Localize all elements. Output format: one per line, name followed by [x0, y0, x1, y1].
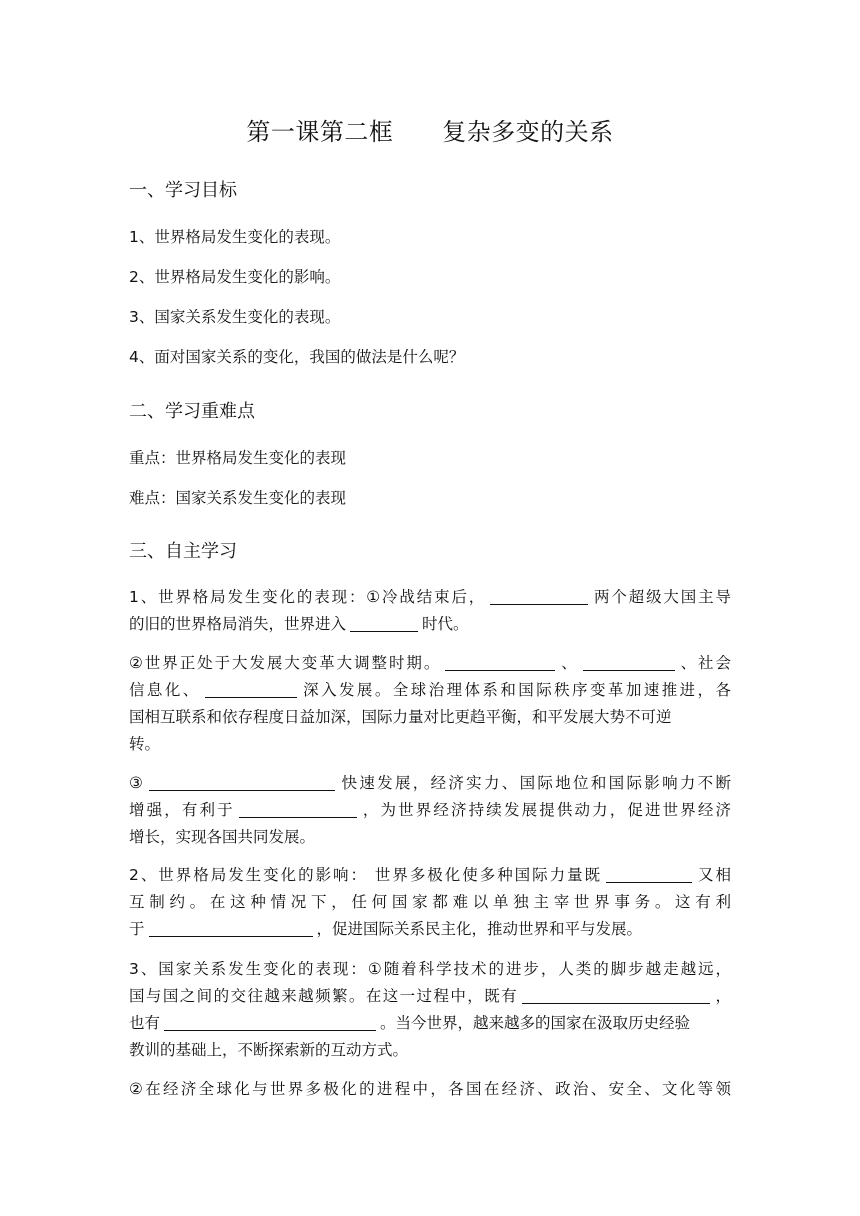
objective-item: 4、面对国家关系的变化，我国的做法是什么呢？ [129, 348, 465, 366]
section-heading-self-study: 三、自主学习 [129, 541, 237, 562]
self-study-paragraph-5: 3、国家关系发生变化的表现：①随着科学技术的进步，人类的脚步越走越远， 国与国之间的交往越来越频繁。在这一过程中，既有 ， 也有 。当今世界，越来越多的国家在汲取历史经验 教训的基础上，不断探索新的互动方式。 [129, 960, 731, 1059]
objective-item: 1、世界格局发生变化的表现。 [129, 228, 341, 246]
objective-item: 3、国家关系发生变化的表现。 [129, 308, 341, 326]
fill-in-blank[interactable] [490, 586, 588, 605]
fill-in-blank[interactable] [350, 613, 418, 632]
fill-in-blank[interactable] [149, 918, 313, 937]
fill-in-blank[interactable] [606, 864, 692, 883]
self-study-paragraph-4: 2、世界格局发生变化的影响： 世界多极化使多种国际力量既 又相 互制约。在这种情况下，任何国家都难以单独主宰世界事务。这有利 于 ，促进国际关系民主化，推动世界和平与发展。 [129, 866, 731, 938]
fill-in-blank[interactable] [164, 1012, 376, 1031]
fill-in-blank[interactable] [522, 985, 710, 1004]
page-title: 第一课第二框 复杂多变的关系 [246, 118, 614, 146]
key-point: 重点：世界格局发生变化的表现 [129, 449, 347, 467]
fill-in-blank[interactable] [239, 799, 357, 818]
objective-item: 2、世界格局发生变化的影响。 [129, 268, 341, 286]
fill-in-blank[interactable] [205, 679, 297, 698]
self-study-paragraph-1: 1、世界格局发生变化的表现：①冷战结束后， 两个超级大国主导 的旧的世界格局消失，世界进入 时代。 [129, 588, 731, 633]
self-study-paragraph-2: ②世界正处于大发展大变革大调整时期。 、 、社会 信息化、 深入发展。全球治理体系和国际秩序变革加速推进，各 国相互联系和依存程度日益加深，国际力量对比更趋平衡，和平发展大势不可逆 转。 [129, 654, 731, 753]
fill-in-blank[interactable] [445, 652, 555, 671]
difficult-point: 难点：国家关系发生变化的表现 [129, 489, 347, 507]
section-heading-key-points: 二、学习重难点 [129, 401, 255, 422]
fill-in-blank[interactable] [583, 652, 675, 671]
self-study-paragraph-3: ③ 快速发展，经济实力、国际地位和国际影响力不断 增强，有利于 ，为世界经济持续发展提供动力，促进世界经济 增长，实现各国共同发展。 [129, 774, 731, 846]
self-study-paragraph-6: ②在经济全球化与世界多极化的进程中，各国在经济、政治、安全、文化等领 [129, 1080, 731, 1098]
section-heading-objectives: 一、学习目标 [129, 180, 237, 201]
fill-in-blank[interactable] [149, 772, 335, 791]
